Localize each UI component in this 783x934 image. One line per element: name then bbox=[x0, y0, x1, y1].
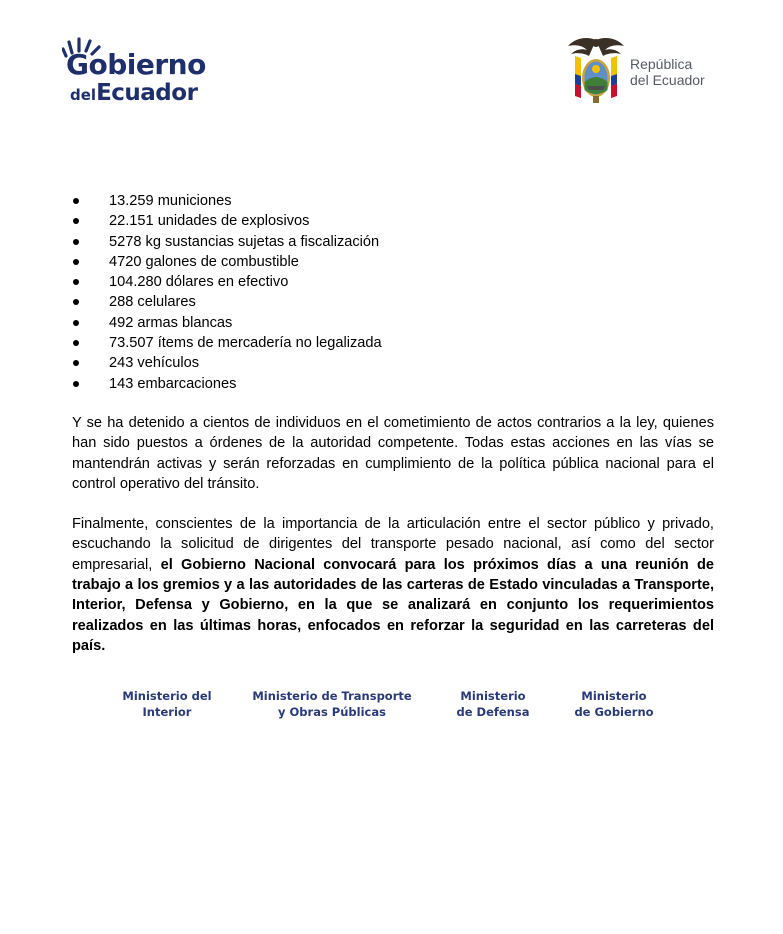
paragraph-meeting bbox=[72, 514, 714, 656]
document-body bbox=[72, 191, 714, 656]
logo-gobierno-text: Gobierno bbox=[66, 48, 206, 81]
ministry-defensa bbox=[446, 688, 540, 720]
ministry-line1: Ministerio bbox=[581, 689, 647, 703]
ministry-gobierno bbox=[566, 688, 662, 720]
ministry-line1: Ministerio del bbox=[122, 689, 212, 703]
ministries-footer bbox=[0, 688, 783, 728]
list-item: 492 armas blancas bbox=[72, 313, 714, 333]
republica-del-ecuador-logo bbox=[567, 34, 737, 106]
gobierno-del-ecuador-logo bbox=[60, 36, 220, 110]
ministry-line1: Ministerio bbox=[460, 689, 526, 703]
ministry-interior bbox=[110, 688, 224, 720]
logo-del-ecuador-text bbox=[70, 80, 197, 106]
list-item: 5278 kg sustancias sujetas a fiscalización bbox=[72, 232, 714, 252]
ministry-line2: Interior bbox=[142, 705, 192, 719]
ministry-transporte bbox=[248, 688, 416, 720]
list-item: 73.507 ítems de mercadería no legalizada bbox=[72, 333, 714, 353]
ministry-line2: de Defensa bbox=[456, 705, 530, 719]
ministry-line1: Ministerio de Transporte bbox=[252, 689, 412, 703]
logo-ecuador-text: Ecuador bbox=[96, 80, 198, 106]
list-item: 13.259 municiones bbox=[72, 191, 714, 211]
logo-del-text: del bbox=[70, 86, 97, 104]
seized-items-list bbox=[72, 191, 714, 394]
list-item: 22.151 unidades de explosivos bbox=[72, 211, 714, 231]
republica-del-ecuador-text bbox=[630, 56, 705, 88]
list-item: 104.280 dólares en efectivo bbox=[72, 272, 714, 292]
paragraph-meeting-normal: Finalmente, conscientes de la importancia de la articulación entre el sector público y privado, escuchando la solicitud de dirigentes del transporte pesado nacional, así como del sector empresarial, bbox=[72, 516, 714, 573]
republica-line2: del Ecuador bbox=[630, 72, 705, 88]
republica-line1: República bbox=[630, 56, 693, 72]
paragraph-detentions: Y se ha detenido a cientos de individuos en el cometimiento de actos contrarios a la ley, quienes han sido puestos a órdenes de la autoridad competente. Todas estas acciones en las vías se mantendrán activas y serán reforzadas en cumplimiento de la política pública nacional para el control operativo del tránsito. bbox=[72, 414, 714, 492]
list-item: 243 vehículos bbox=[72, 353, 714, 373]
paragraph-meeting-bold: el Gobierno Nacional convocará para los próximos días a una reunión de trabajo a los gremios y a las autoridades de las carteras de Estado vinculadas a Transporte, Interior, Defensa y Gobierno, en la que se analizará en conjunto los requerimientos realizados en las últimas horas, enfocados en reforzar la seguridad en las carreteras del país. bbox=[72, 556, 714, 654]
ministry-line2: de Gobierno bbox=[574, 705, 654, 719]
coat-of-arms-icon bbox=[567, 34, 625, 104]
list-item: 4720 galones de combustible bbox=[72, 252, 714, 272]
list-item: 288 celulares bbox=[72, 292, 714, 312]
ministry-line2: y Obras Públicas bbox=[278, 705, 386, 719]
list-item: 143 embarcaciones bbox=[72, 374, 714, 394]
